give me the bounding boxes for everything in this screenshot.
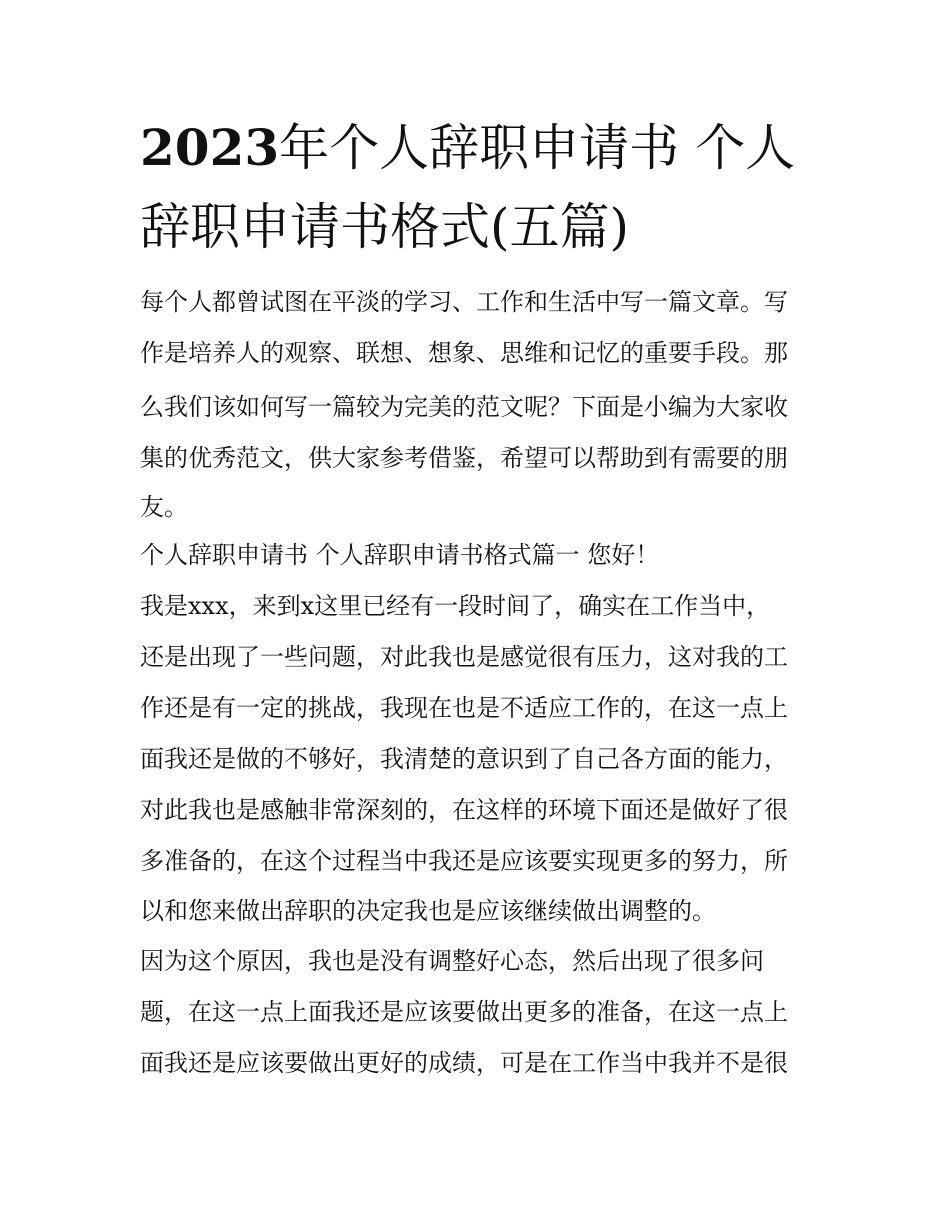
intro-paragraph [140,280,820,530]
title-year: 2023 [140,118,280,177]
intro-line: 友。 [140,493,188,521]
paragraph-line: 面我还是做的不够好，我清楚的意识到了自己各方面的能力， [140,745,788,773]
paragraph-line: 作还是有一定的挑战，我现在也是不适应工作的，在这一点上 [140,694,788,722]
intro-line: 集的优秀范文，供大家参考借鉴，希望可以帮助到有需要的朋 [140,444,788,472]
paragraph-line: 题，在这一点上面我还是应该要做出更多的准备，在这一点上 [140,998,788,1026]
title-line-2: 辞职申请书格式(五篇) [140,198,630,256]
paragraph-line: 我是xxx，来到x这里已经有一段时间了，确实在工作当中， [140,592,771,620]
paragraph-2 [140,935,820,1089]
title-line-1 [140,108,820,188]
paragraph-1 [140,580,820,935]
intro-line: 每个人都曾试图在平淡的学习、工作和生活中写一篇文章。写 [140,288,788,316]
section-heading [140,530,820,580]
paragraph-line: 还是出现了一些问题，对此我也是感觉很有压力，这对我的工 [140,643,788,671]
paragraph-line: 对此我也是感触非常深刻的，在这样的环境下面还是做好了很 [140,796,788,824]
intro-line: 作是培养人的观察、联想、想象、思维和记忆的重要手段。那 [140,339,788,367]
paragraph-line: 面我还是应该要做出更好的成绩，可是在工作当中我并不是很 [140,1049,788,1077]
intro-line: 么我们该如何写一篇较为完美的范文呢？下面是小编为大家收 [140,393,788,421]
title-line-1-text: 年个人辞职申请书 个人 [279,119,796,177]
paragraph-line: 多准备的，在这个过程当中我还是应该要实现更多的努力，所 [140,847,788,875]
document-title [140,108,820,267]
section-heading-text: 个人辞职申请书 个人辞职申请书格式篇一 您好！ [140,541,660,569]
paragraph-line: 以和您来做出辞职的决定我也是应该继续做出调整的。 [140,897,716,925]
document-body [140,280,820,1089]
paragraph-line: 因为这个原因，我也是没有调整好心态，然后出现了很多问 [140,947,764,975]
